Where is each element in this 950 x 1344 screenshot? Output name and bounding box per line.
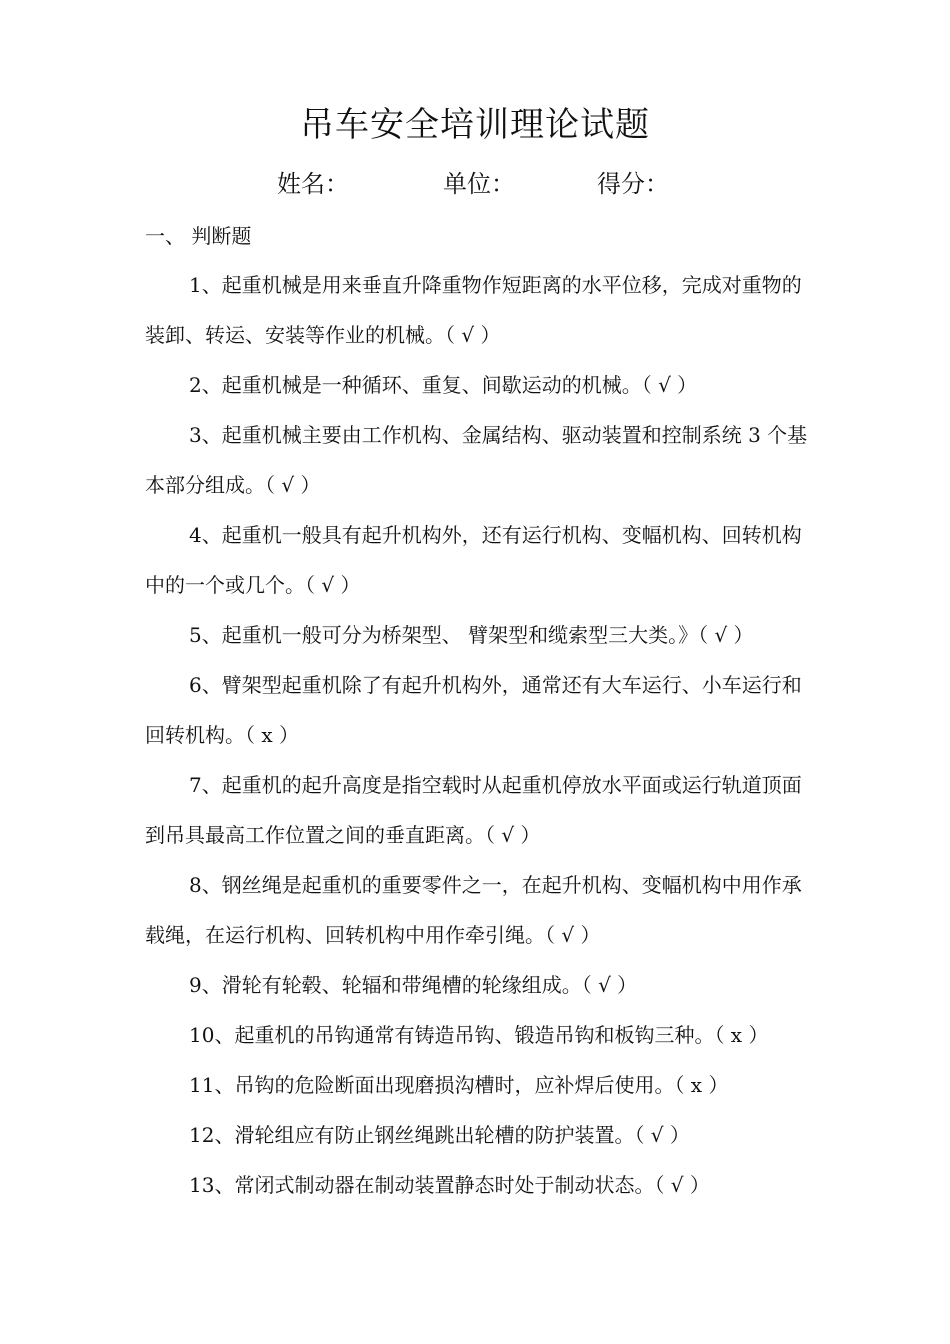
- question-item: 13、常闭式制动器在制动装置静态时处于制动状态。（ √ ）: [189, 1173, 710, 1197]
- question-item: 7、起重机的起升高度是指空载时从起重机停放水平面或运行轨道顶面到吊具最高工作位置之间的垂直距离。（ √ ）: [145, 773, 802, 847]
- question-item: 5、起重机一般可分为桥架型、 臂架型和缆索型三大类。》（ √ ）: [189, 623, 754, 647]
- question-item: 1、起重机械是用来垂直升降重物作短距离的水平位移，完成对重物的装卸、转运、安装等作业的机械。（ √ ）: [145, 273, 802, 347]
- header-fields: [0, 164, 950, 204]
- question-item: 6、臂架型起重机除了有起升机构外，通常还有大车运行、小车运行和回转机构。（ x ）: [145, 673, 802, 747]
- question-item: 8、钢丝绳是起重机的重要零件之一，在起升机构、变幅机构中用作承载绳，在运行机构、回转机构中用作牵引绳。（ √ ）: [145, 873, 802, 947]
- score-field-label: 得分：: [597, 170, 669, 198]
- question-item: 3、起重机械主要由工作机构、金属结构、驱动装置和控制系统 3 个基本部分组成。（ √ ）: [145, 423, 808, 497]
- document-title: 吊车安全培训理论试题: [300, 105, 650, 145]
- question-item: 9、滑轮有轮毂、轮辐和带绳槽的轮缘组成。（ √ ）: [189, 973, 638, 997]
- name-field-label: 姓名：: [277, 170, 349, 198]
- question-item: 11、吊钩的危险断面出现磨损沟槽时，应补焊后使用。（ x ）: [189, 1073, 729, 1097]
- question-item: 12、滑轮组应有防止钢丝绳跳出轮槽的防护装置。（ √ ）: [189, 1123, 690, 1147]
- question-item: 4、起重机一般具有起升机构外，还有运行机构、变幅机构、回转机构中的一个或几个。（ √ ）: [145, 523, 802, 597]
- question-item: 2、起重机械是一种循环、重复、间歇运动的机械。（ √ ）: [189, 373, 698, 397]
- question-item: 10、起重机的吊钩通常有铸造吊钩、锻造吊钩和板钩三种。（ x ）: [189, 1023, 769, 1047]
- unit-field-label: 单位：: [443, 170, 515, 198]
- section-heading: 一、 判断题: [145, 224, 252, 248]
